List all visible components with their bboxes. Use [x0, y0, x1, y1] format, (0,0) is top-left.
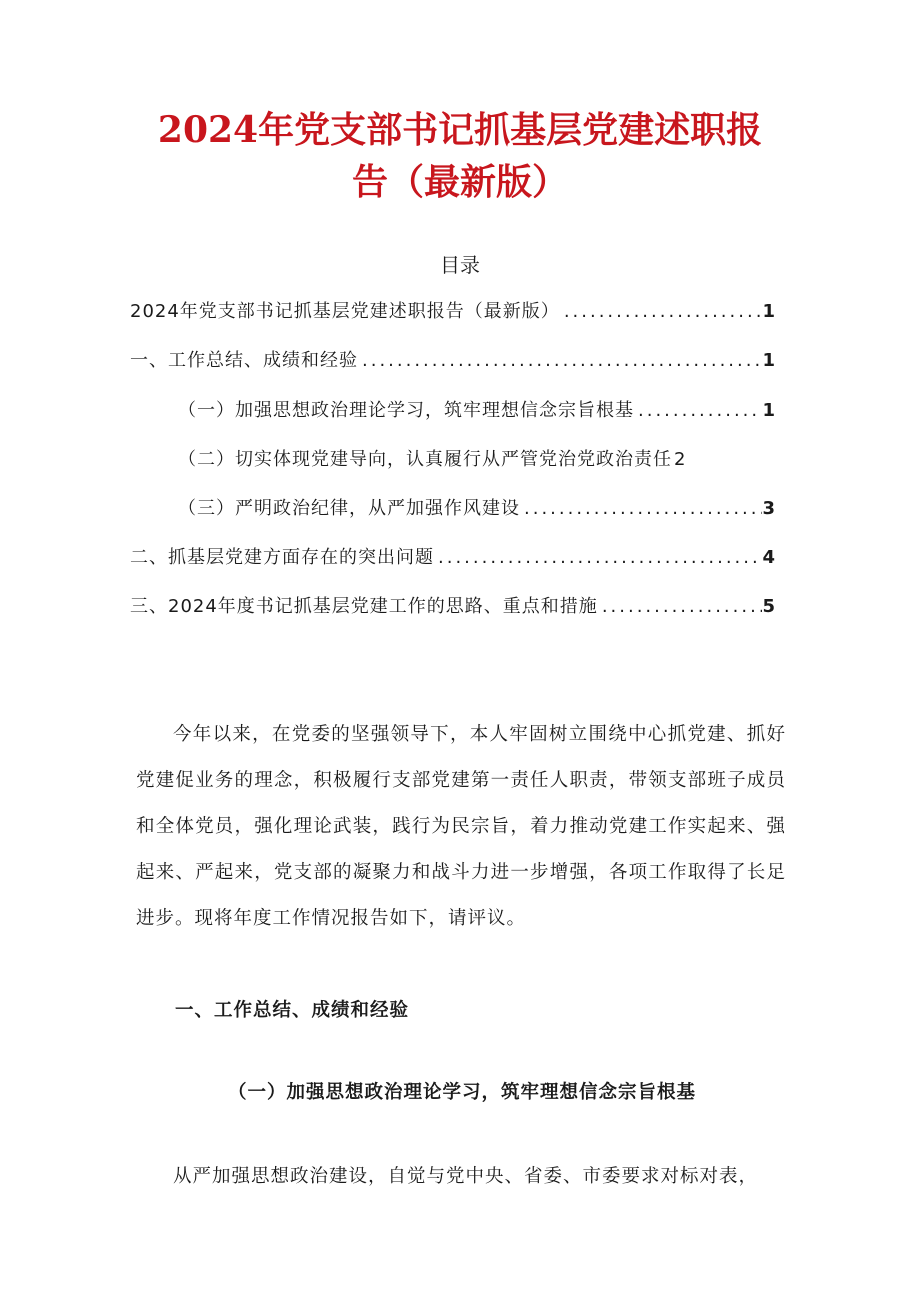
- document-title-line-1: 2024年党支部书记抓基层党建述职报: [157, 109, 763, 151]
- toc-leader-dots: [520, 491, 762, 527]
- toc-page-number: 2: [674, 449, 686, 470]
- toc-entry[interactable]: [130, 294, 775, 330]
- toc-page-number: 1: [762, 301, 775, 322]
- toc-heading: 目录: [440, 253, 480, 277]
- toc-leader-dots: [598, 589, 763, 625]
- toc-leader-dots: [434, 540, 762, 576]
- toc-entry[interactable]: [130, 343, 775, 379]
- toc-page-number: 5: [762, 596, 775, 617]
- intro-paragraph: 今年以来，在党委的坚强领导下，本人牢固树立围绕中心抓党建、抓好党建促业务的理念，积极履行支部党建第一责任人职责，带领支部班子成员和全体党员，强化理论武装，践行为民宗旨，着力推动党建工作实起来、强起来、严起来，党支部的凝聚力和战斗力进一步增强，各项工作取得了长足进步。现将年度工作情况报告如下，请评议。: [136, 724, 786, 929]
- document-title-line-2: 告（最新版）: [351, 161, 568, 203]
- toc-entry[interactable]: [178, 393, 775, 429]
- body-paragraph: 从严加强思想政治建设，自觉与党中央、省委、市委要求对标对表，: [173, 1166, 759, 1187]
- toc-entry[interactable]: [178, 442, 775, 478]
- toc-page-number: 1: [762, 400, 775, 421]
- toc-page-number: 3: [762, 498, 775, 519]
- toc-entry[interactable]: [178, 491, 775, 527]
- toc-entry-text: （二）切实体现党建导向，认真履行从严管党治党政治责任: [178, 449, 672, 470]
- toc-entry-text: 2024年党支部书记抓基层党建述职报告（最新版）: [130, 301, 560, 322]
- section-heading: 一、工作总结、成绩和经验: [175, 1000, 410, 1021]
- toc-leader-dots: [634, 393, 762, 429]
- toc-entry-text: （一）加强思想政治理论学习，筑牢理想信念宗旨根基: [178, 400, 634, 421]
- toc-entry-text: （三）严明政治纪律，从严加强作风建设: [178, 498, 520, 519]
- toc-entry-text: 三、2024年度书记抓基层党建工作的思路、重点和措施: [130, 596, 598, 617]
- toc-entry[interactable]: [130, 589, 775, 625]
- toc-entry-text: 一、工作总结、成绩和经验: [130, 350, 358, 371]
- subsection-heading: （一）加强思想政治理论学习，筑牢理想信念宗旨根基: [228, 1082, 697, 1103]
- toc-page-number: 4: [762, 547, 775, 568]
- toc-leader-dots: [358, 343, 762, 379]
- toc-entry[interactable]: [130, 540, 775, 576]
- toc-entry-text: 二、抓基层党建方面存在的突出问题: [130, 547, 434, 568]
- toc-page-number: 1: [762, 350, 775, 371]
- toc-leader-dots: [560, 294, 763, 330]
